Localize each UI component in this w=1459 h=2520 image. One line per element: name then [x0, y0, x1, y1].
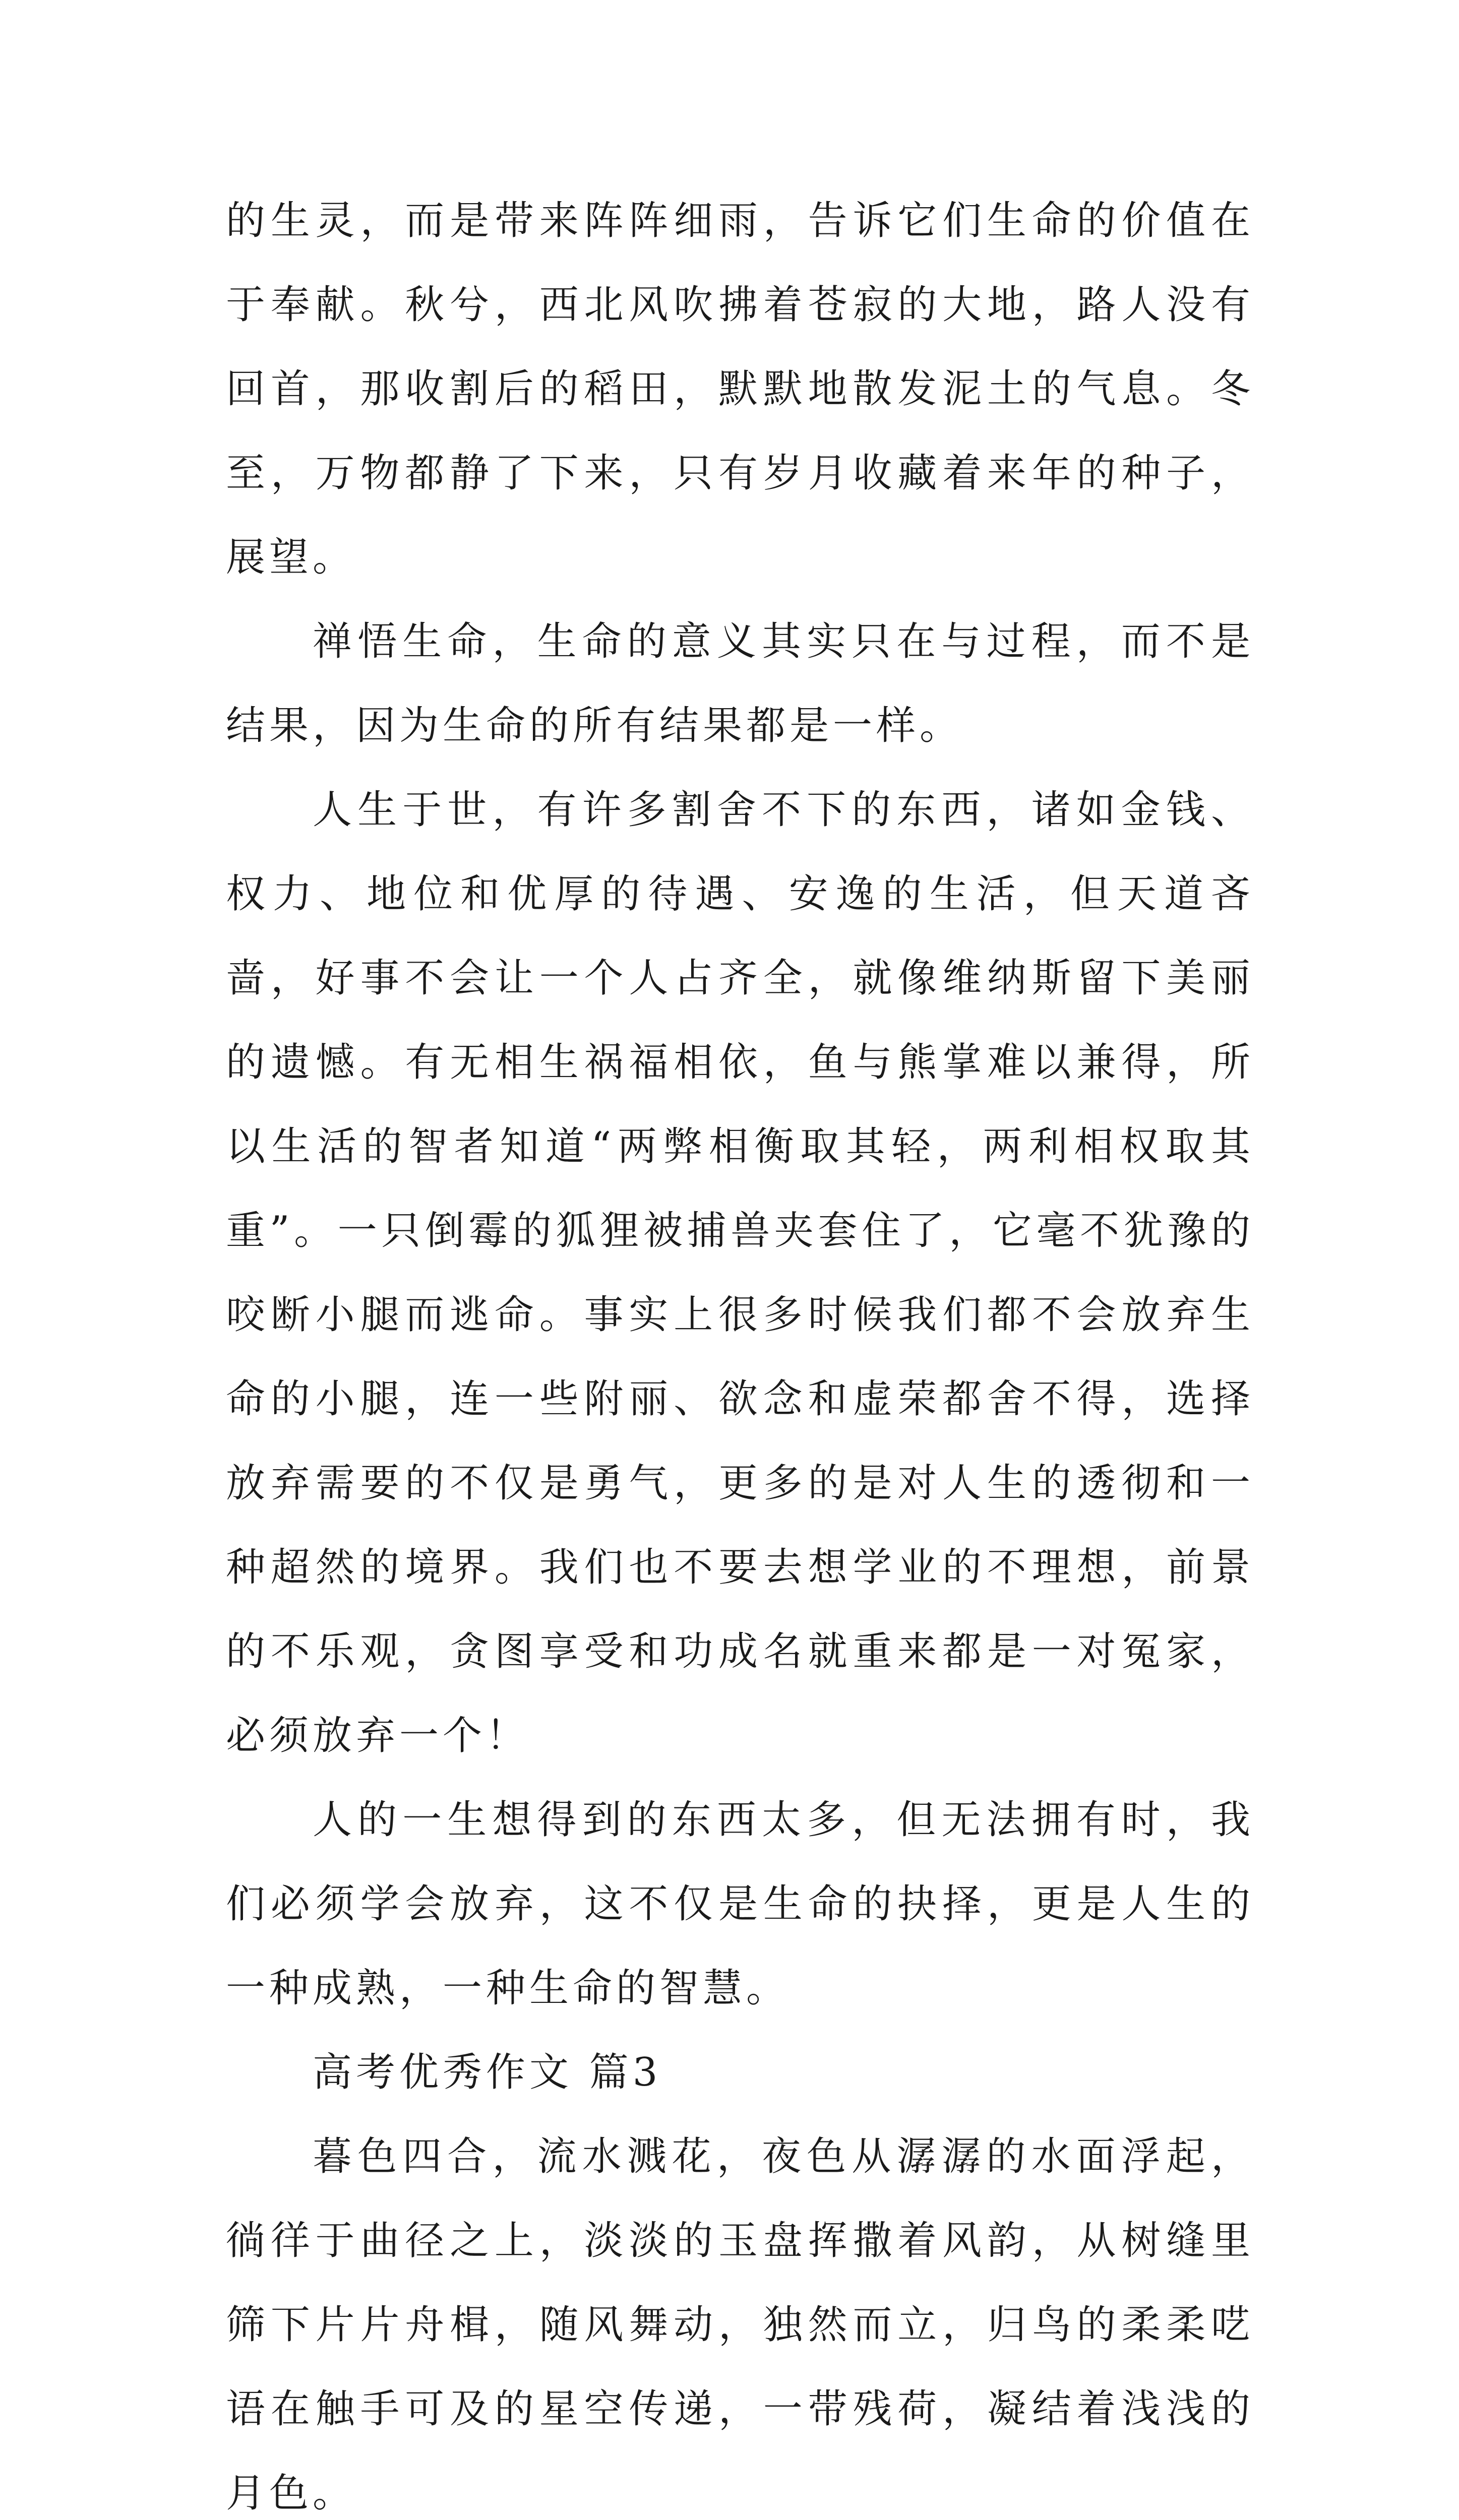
paragraph-letting-go: 人生于世，有许多割舍不下的东西，诸如金钱、权力、地位和优厚的待遇、安逸的生活，但天道吝啬，好事不会让一个人占齐全，就像维纳斯留下美丽的遗憾。有无相生祸福相依，鱼与熊掌难以兼得，所以生活的智者知道“两弊相衡取其轻，两利相权取其重”。一只倒霉的狐狸被捕兽夹套住了，它毫不犹豫的咬断小腿而逃命。事实上很多时候我们都不会放弃生命的小腿，连一些附丽、欲念和虚荣都舍不得，选择放弃需要的不仅是勇气，更多的是对人生的透彻和一种超然的境界。我们也不要去想学业的不理想，前景的不乐观，贪图享受和功成名就重来都是一对冤家，必须放弃一个！ [226, 787, 1254, 1758]
article-body [226, 179, 1254, 2520]
paragraph-dusk: 暮色四合，流水溅花，夜色从潺潺的水面浮起，徜徉于曲径之上，淡淡的玉盘挥撒着风韵，从树缝里筛下片片舟楫，随风舞动，独然而立，归鸟的柔柔呓语在触手可及的星空传递，一带残荷，凝结着浅浅的月色。 [226, 2134, 1254, 2516]
paragraph-zen-life: 禅悟生命，生命的意义其实只在与过程，而不是结果，因为生命的所有结果都是一样。 [226, 619, 1254, 748]
section-heading: 高考优秀作文 篇3 [313, 2050, 662, 2095]
paragraph-seasons: 的生灵，而是带来阵阵细雨，告诉它们生命的价值在于奉献。秋兮，西北风吹拂着苍寂的大地，路人没有回首，那收割后的稻田，默默地散发泥土的气息。冬至，万物都静了下来，只有岁月收藏着来年的种子，展望。 [226, 198, 1254, 580]
paragraph-wisdom: 人的一生想得到的东西太多，但无法拥有时，我们必须学会放弃，这不仅是生命的抉择，更是人生的一种成熟，一种生命的智慧。 [226, 1797, 1254, 2011]
